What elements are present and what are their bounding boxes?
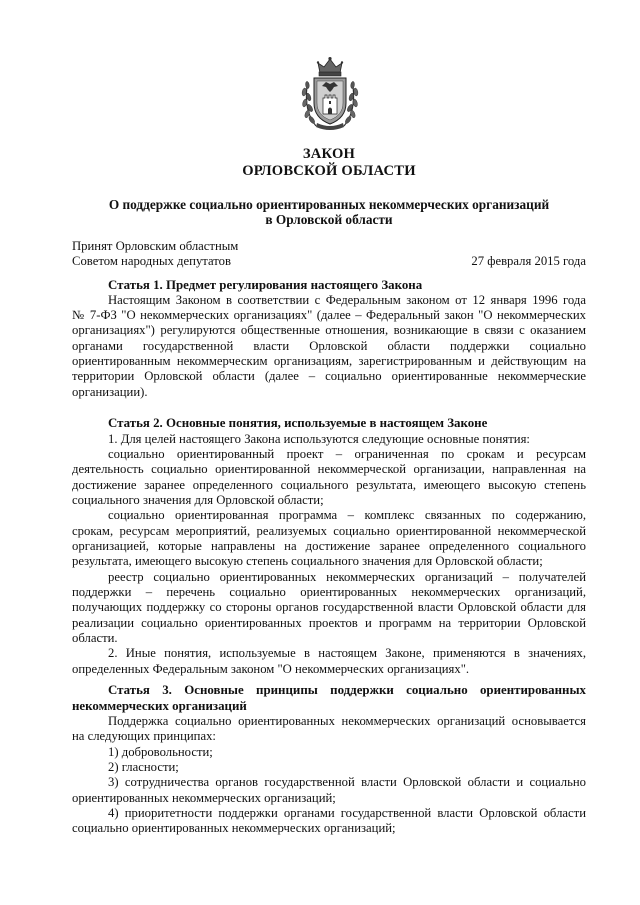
paragraph-line: получающих поддержку со стороны органов государственной власти Орловской области для — [72, 600, 586, 615]
shield — [314, 78, 346, 124]
paragraph-line: территории Орловской области (далее – социально ориентированные некоммерческие — [72, 369, 586, 384]
adoption-info — [72, 239, 586, 270]
paragraph-line: 1. Для целей настоящего Закона используются следующие основные понятия: — [108, 431, 530, 446]
paragraph — [72, 432, 586, 447]
paragraph-line: социально ориентированная программа – комплекс связанных по содержанию, — [108, 508, 586, 523]
article-title — [72, 278, 586, 293]
article-1 — [72, 278, 586, 401]
paragraph-line: № 7-ФЗ "О некоммерческих организациях" (далее – Федеральный закон "О некоммерческих — [72, 308, 586, 323]
paragraph-line: поддержки – перечень социально ориентированных некоммерческих организаций, — [72, 584, 586, 599]
document-title — [72, 146, 586, 180]
article-2 — [72, 416, 586, 677]
paragraph-line: срокам, ресурсам мероприятий, реализуемых социально ориентированной некоммерческой — [72, 523, 586, 538]
adoption-date: 27 февраля 2015 года — [471, 253, 586, 268]
paragraph-line: результата, имеющего высокую степень социального значения для Орловской области; — [72, 554, 543, 569]
law-subject-line: О поддержке социально ориентированных некоммерческих организаций — [108, 197, 550, 212]
coat-of-arms-icon — [299, 56, 361, 132]
crown — [317, 57, 343, 76]
paragraph-line: 2. Иные понятия, используемые в настоящем Законе, применяются в значениях, — [108, 646, 586, 661]
adopted-by: Советом народных депутатов — [72, 253, 231, 268]
paragraph-line: реализации социально ориентированных проектов и программ на территории Орловской — [72, 615, 586, 630]
paragraph-line: 2) гласности; — [108, 759, 179, 774]
paragraph — [72, 646, 586, 677]
article-title-line: Статья 2. Основные понятия, используемые в настоящем Законе — [108, 416, 488, 431]
paragraph-line: 3) сотрудничества органов государственной власти Орловской области и социально — [108, 775, 586, 790]
paragraph-line: социального значения для Орловской области; — [72, 492, 324, 507]
paragraph-line: ориентированным некоммерческим организациям, зарегистрированным и действующим на — [72, 354, 586, 369]
adoption-row — [72, 239, 586, 254]
article-title-line: Статья 3. Основные принципы поддержки социально ориентированных — [108, 683, 586, 698]
paragraph-line: организацией, которые направлены на достижение заранее определенного социального — [72, 538, 586, 553]
article-title — [72, 683, 586, 714]
paragraph-line: организации). — [72, 384, 148, 399]
adoption-row — [72, 254, 586, 269]
paragraph-line: 1) добровольности; — [108, 744, 213, 759]
paragraph-line: деятельность социально ориентированной некоммерческой организации, направленная на — [72, 462, 586, 477]
paragraph — [72, 570, 586, 647]
article-title-line: Статья 1. Предмет регулирования настоящего Закона — [108, 277, 423, 292]
paragraph-line: определенных Федеральным законом "О некоммерческих организациях". — [72, 661, 470, 676]
article-title-line: некоммерческих организаций — [72, 698, 247, 713]
paragraph — [72, 775, 586, 806]
paragraph — [72, 714, 586, 745]
paragraph-line: ориентированных некоммерческих организаций; — [72, 790, 336, 805]
paragraph-line: области. — [72, 630, 118, 645]
law-subject-line: в Орловской области — [265, 212, 393, 228]
law-subject — [72, 197, 586, 228]
paragraph-line: социально ориентированный проект – ограниченная по срокам и ресурсам — [108, 446, 586, 461]
paragraph-line: органами государственной власти Орловской области поддержки социально — [72, 338, 586, 353]
paragraph-line: Поддержка социально ориентированных некоммерческих организаций основывается — [108, 713, 586, 728]
region-name: ОРЛОВСКОЙ ОБЛАСТИ — [242, 163, 416, 179]
paragraph-line: реестр социально ориентированных некоммерческих организаций – получателей — [108, 569, 586, 584]
adopted-by: Принят Орловским областным — [72, 238, 239, 253]
paragraph — [72, 447, 586, 508]
article-title — [72, 416, 586, 431]
paragraph-line: Настоящим Законом в соответствии с Федеральным законом от 12 января 1996 года — [108, 292, 586, 307]
paragraph-line: достижение заранее определенного социального результата, имеющего высокую степень — [72, 477, 586, 492]
paragraph — [72, 760, 586, 775]
paragraph — [72, 745, 586, 760]
paragraph-line: организациях") регулируются общественные отношения, возникающие в связи с оказанием — [72, 323, 586, 338]
article-3 — [72, 683, 586, 836]
paragraph-line: 4) приоритетности поддержки органами государственной власти Орловской области — [108, 805, 586, 820]
paragraph — [72, 806, 586, 837]
paragraph — [72, 293, 586, 400]
document-type: ЗАКОН — [302, 146, 356, 162]
paragraph — [72, 508, 586, 569]
paragraph-line: на следующих принципах: — [72, 729, 216, 744]
paragraph-line: социально ориентированных некоммерческих организаций; — [72, 821, 396, 836]
